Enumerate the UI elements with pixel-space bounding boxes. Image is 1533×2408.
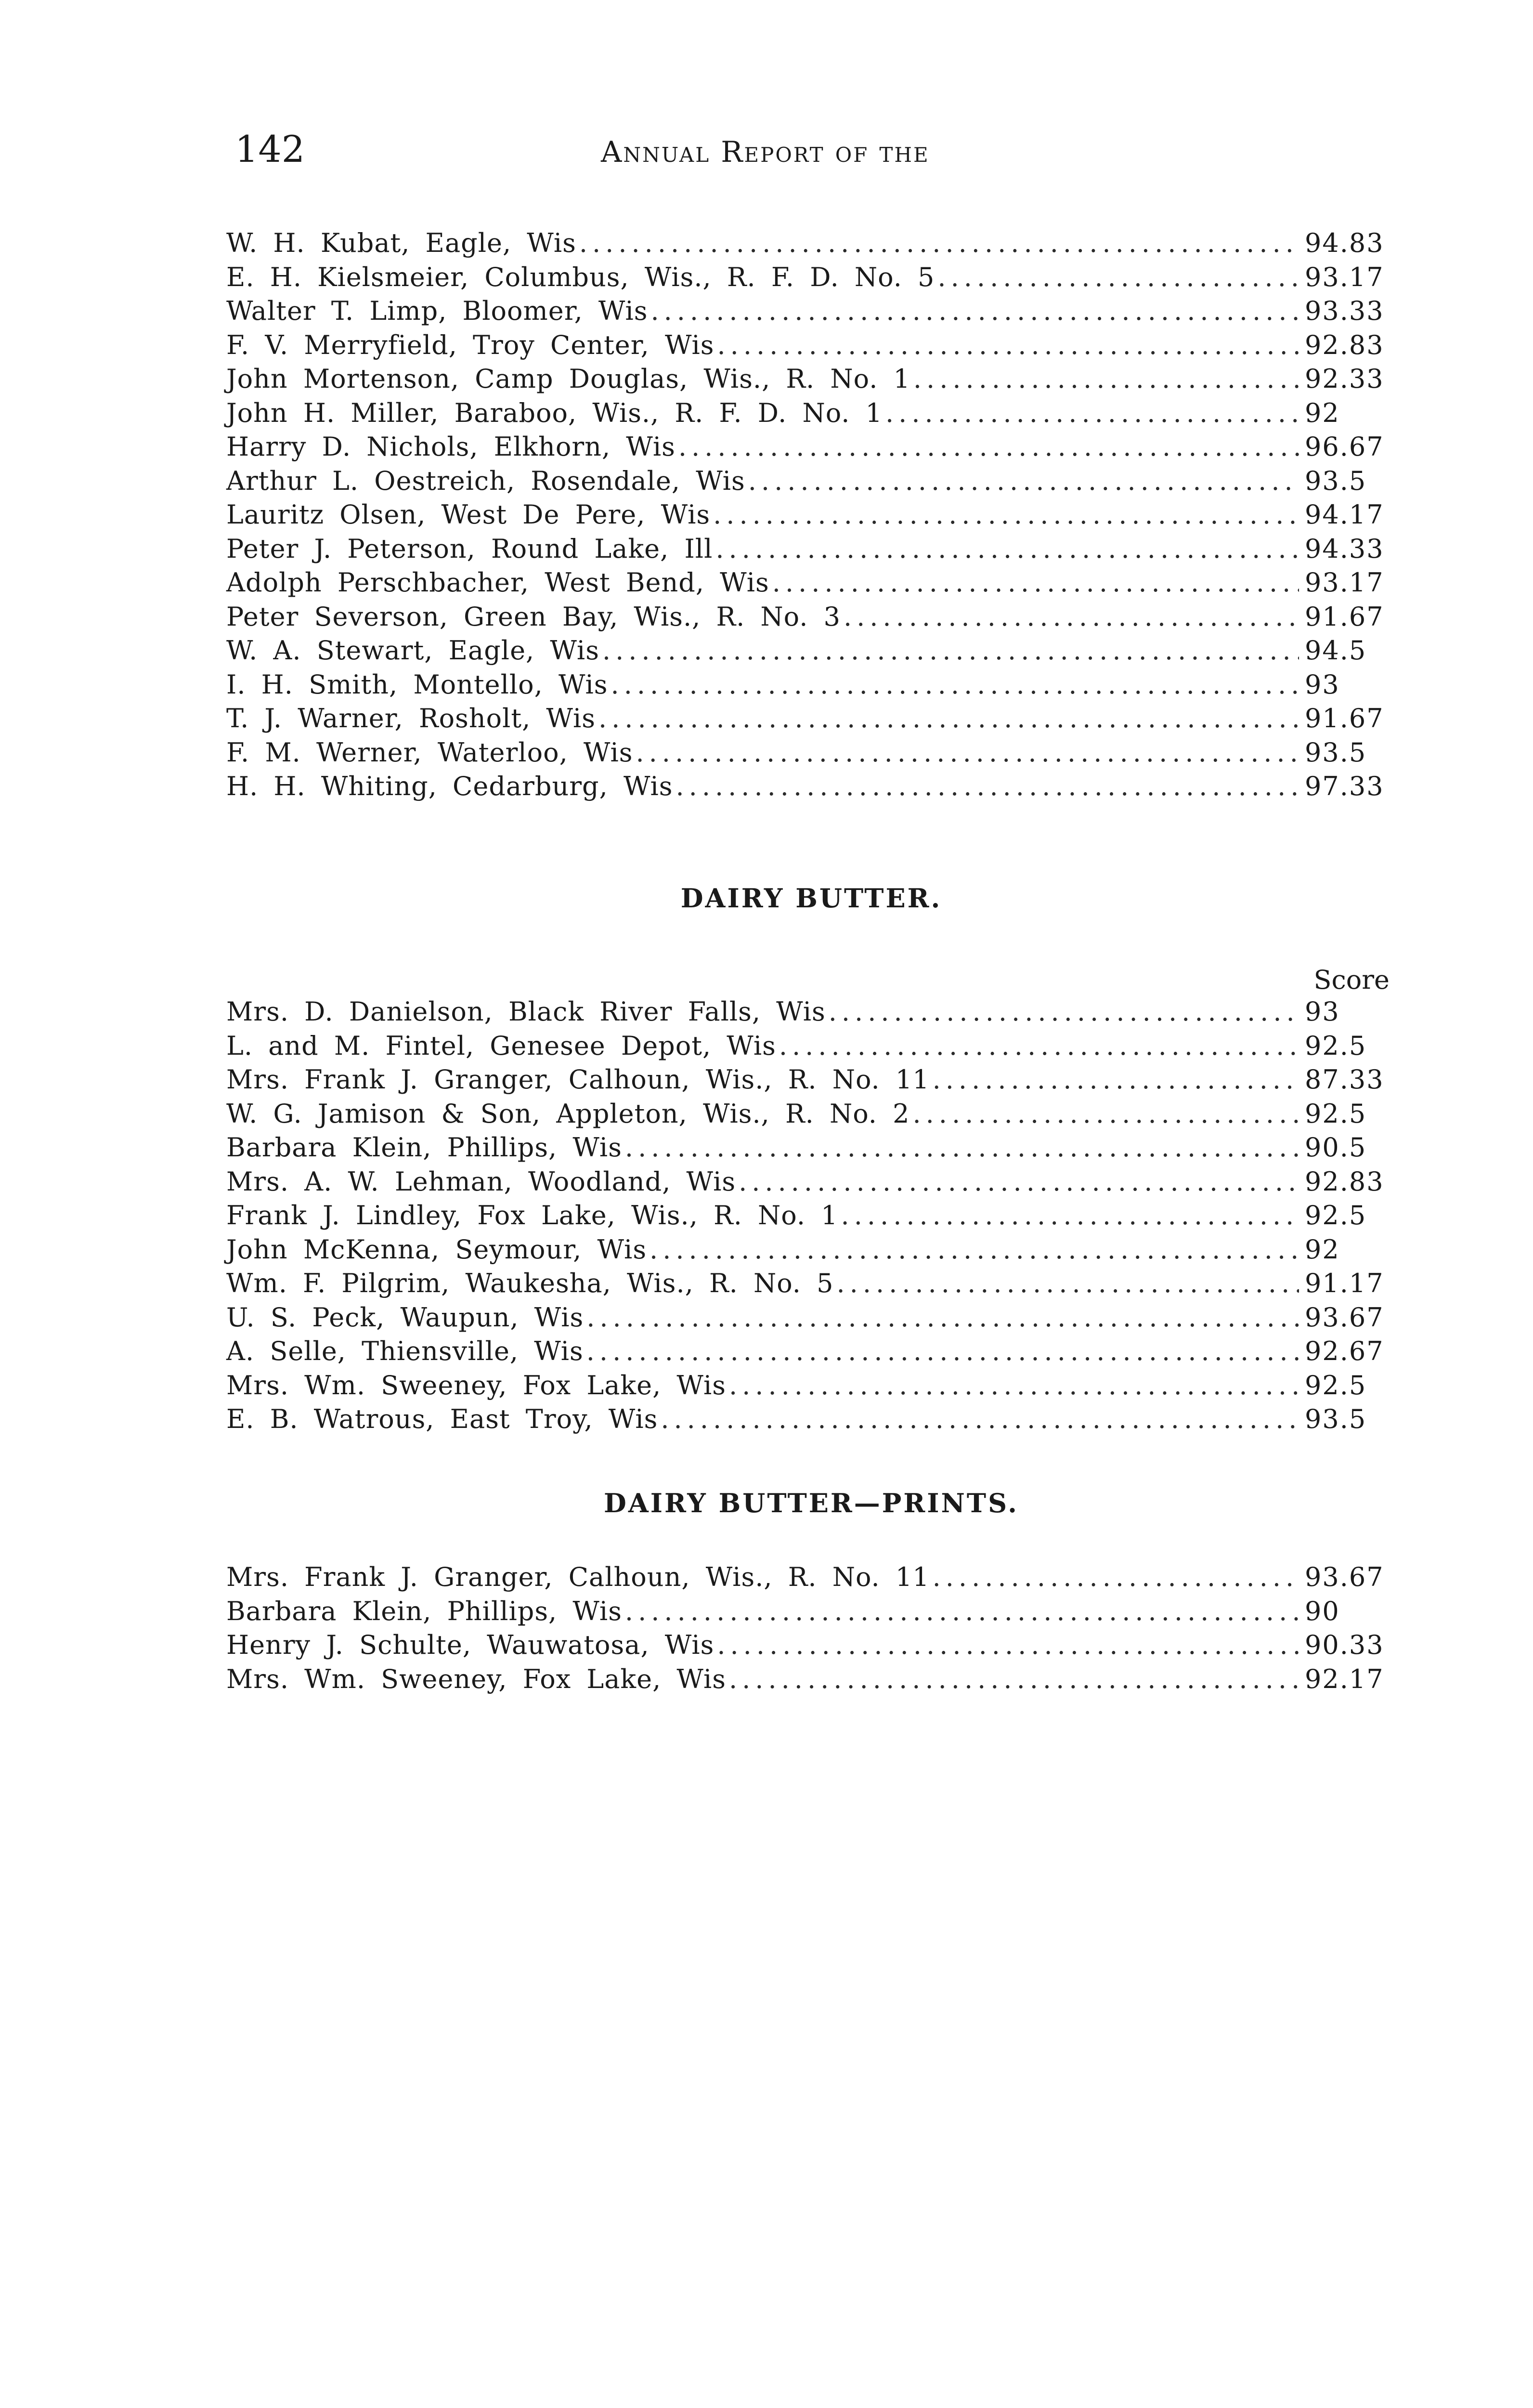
score-value: 92.83	[1305, 1166, 1384, 1197]
list-item	[226, 1063, 1396, 1097]
dot-leader	[836, 1267, 1299, 1301]
exhibitor-name: W. G. Jamison & Son, Appleton, Wis., R. No. 2	[226, 1098, 910, 1129]
list-item	[226, 1097, 1396, 1131]
running-head: Annual Report of the	[601, 135, 930, 169]
exhibitor-name: U. S. Peck, Waupun, Wis	[226, 1302, 584, 1333]
exhibitor-name: W. H. Kubat, Eagle, Wis	[226, 228, 576, 258]
list-item	[226, 328, 1396, 363]
score-value: 93.33	[1305, 296, 1384, 326]
exhibitor-name: W. A. Stewart, Eagle, Wis	[226, 635, 599, 666]
list-item	[226, 600, 1396, 634]
list-item	[226, 1595, 1396, 1629]
score-value: 92.5	[1305, 1200, 1367, 1230]
exhibitor-name: H. H. Whiting, Cedarburg, Wis	[226, 771, 673, 801]
score-value: 94.17	[1305, 499, 1384, 530]
score-value: 91.17	[1305, 1268, 1384, 1298]
list-item	[226, 1199, 1396, 1233]
dot-leader	[937, 261, 1299, 295]
list-item	[226, 1402, 1396, 1437]
dairy-butter-prints-section	[226, 1490, 1396, 1696]
exhibitor-name: E. H. Kielsmeier, Columbus, Wis., R. F. D. No. 5	[226, 262, 935, 292]
score-value: 90.33	[1305, 1630, 1384, 1660]
exhibitor-name: Lauritz Olsen, West De Pere, Wis	[226, 499, 711, 530]
list-item	[226, 1628, 1396, 1662]
exhibitor-name: Mrs. A. W. Lehman, Woodland, Wis	[226, 1166, 736, 1197]
list-item	[226, 1233, 1396, 1267]
dot-leader	[933, 1560, 1299, 1595]
dot-leader	[598, 702, 1299, 736]
score-value: 92.5	[1305, 1030, 1367, 1061]
dot-leader	[611, 668, 1299, 702]
score-value: 97.33	[1305, 771, 1384, 801]
list-item	[226, 226, 1396, 261]
list-item	[226, 362, 1396, 396]
list-item	[226, 566, 1396, 600]
section-title: DAIRY BUTTER.	[680, 883, 942, 914]
dot-leader	[912, 1097, 1299, 1131]
dot-leader	[772, 566, 1299, 600]
exhibitor-name: Mrs. Frank J. Granger, Calhoun, Wis., R. No. 11	[226, 1064, 930, 1095]
dot-leader	[844, 600, 1299, 634]
list-item	[226, 1662, 1396, 1697]
exhibitor-name: Mrs. Wm. Sweeney, Fox Lake, Wis	[226, 1370, 726, 1400]
dot-leader	[717, 1628, 1299, 1662]
list-item	[226, 634, 1396, 668]
list-item	[226, 396, 1396, 431]
score-value: 92	[1305, 397, 1340, 428]
list-item	[226, 1267, 1396, 1301]
dairy-butter-section	[226, 885, 1396, 1437]
list-item	[226, 1131, 1396, 1165]
score-value: 87.33	[1305, 1064, 1384, 1095]
list-item	[226, 1301, 1396, 1335]
exhibitor-name: Henry J. Schulte, Wauwatosa, Wis	[226, 1630, 715, 1660]
list-item	[226, 1560, 1396, 1595]
section-title: DAIRY BUTTER—PRINTS.	[604, 1488, 1019, 1518]
exhibitor-name: Mrs. Wm. Sweeney, Fox Lake, Wis	[226, 1663, 726, 1694]
dot-leader	[661, 1402, 1299, 1437]
list-item	[226, 532, 1396, 566]
score-value: 90.5	[1305, 1132, 1367, 1163]
list-item	[226, 430, 1396, 464]
score-value: 93	[1305, 996, 1340, 1027]
dot-leader	[713, 498, 1299, 532]
exhibitor-name: Peter J. Peterson, Round Lake, Ill	[226, 533, 713, 564]
score-value: 92.5	[1305, 1370, 1367, 1400]
list-item	[226, 770, 1396, 804]
dot-leader	[650, 1233, 1299, 1267]
dot-leader	[650, 294, 1299, 328]
exhibitor-name: Frank J. Lindley, Fox Lake, Wis., R. No. 1	[226, 1200, 838, 1230]
exhibitor-name: John H. Miller, Baraboo, Wis., R. F. D. No. 1	[226, 397, 883, 428]
score-value: 93.5	[1305, 1404, 1367, 1434]
list-item	[226, 668, 1396, 702]
dot-leader	[625, 1131, 1299, 1165]
score-value: 93.5	[1305, 737, 1367, 768]
score-value: 94.5	[1305, 635, 1367, 666]
score-value: 90	[1305, 1596, 1340, 1626]
score-value: 92.83	[1305, 329, 1384, 360]
exhibitor-name: F. M. Werner, Waterloo, Wis	[226, 737, 633, 768]
list-item	[226, 1165, 1396, 1199]
dot-leader	[678, 430, 1299, 464]
page-number: 142	[235, 128, 305, 170]
dot-leader	[729, 1369, 1299, 1403]
score-value: 92.5	[1305, 1098, 1367, 1129]
list-item	[226, 1335, 1396, 1369]
exhibitor-name: John Mortenson, Camp Douglas, Wis., R. No. 1	[226, 364, 910, 394]
score-value: 92	[1305, 1234, 1340, 1265]
score-value: 96.67	[1305, 432, 1384, 462]
dot-leader	[715, 532, 1299, 566]
exhibitor-name: Walter T. Limp, Bloomer, Wis	[226, 296, 648, 326]
exhibitor-name: Wm. F. Pilgrim, Waukesha, Wis., R. No. 5	[226, 1268, 834, 1298]
score-value: 93.17	[1305, 567, 1384, 598]
dot-leader	[586, 1301, 1299, 1335]
score-value: 91.67	[1305, 703, 1384, 733]
exhibitor-name: T. J. Warner, Rosholt, Wis	[226, 703, 596, 733]
score-value: 92.33	[1305, 364, 1384, 394]
dot-leader	[676, 770, 1299, 804]
dot-leader	[885, 396, 1299, 431]
list-item	[226, 294, 1396, 328]
dot-leader	[841, 1199, 1299, 1233]
dot-leader	[729, 1662, 1299, 1697]
list-item	[226, 702, 1396, 736]
dot-leader	[636, 736, 1299, 770]
exhibitor-name: L. and M. Fintel, Genesee Depot, Wis	[226, 1030, 776, 1061]
exhibitor-name: F. V. Merryfield, Troy Center, Wis	[226, 329, 715, 360]
score-value: 92.67	[1305, 1336, 1384, 1366]
list-item	[226, 464, 1396, 498]
list-item	[226, 498, 1396, 532]
exhibitor-name: Arthur L. Oestreich, Rosendale, Wis	[226, 465, 745, 496]
exhibitor-name: A. Selle, Thiensville, Wis	[226, 1336, 584, 1366]
score-column-heading: Score	[1313, 965, 1390, 995]
exhibitor-name: I. H. Smith, Montello, Wis	[226, 669, 608, 700]
dot-leader	[717, 328, 1299, 363]
exhibitor-name: Barbara Klein, Phillips, Wis	[226, 1596, 622, 1626]
dot-leader	[602, 634, 1299, 668]
score-value: 91.67	[1305, 601, 1384, 632]
score-value: 93.17	[1305, 262, 1384, 292]
list-item	[226, 261, 1396, 295]
score-value: 93	[1305, 669, 1340, 700]
dot-leader	[586, 1335, 1299, 1369]
score-value: 94.33	[1305, 533, 1384, 564]
list-item	[226, 1029, 1396, 1063]
dot-leader	[913, 362, 1299, 396]
score-value: 93.67	[1305, 1562, 1384, 1592]
exhibitor-name: John McKenna, Seymour, Wis	[226, 1234, 647, 1265]
exhibitor-name: Harry D. Nichols, Elkhorn, Wis	[226, 432, 676, 462]
exhibitor-name: Peter Severson, Green Bay, Wis., R. No. 3	[226, 601, 841, 632]
dot-leader	[933, 1063, 1299, 1097]
dot-leader	[579, 226, 1299, 261]
dot-leader	[625, 1595, 1299, 1629]
list-item	[226, 1369, 1396, 1403]
exhibitor-name: Adolph Perschbacher, West Bend, Wis	[226, 567, 769, 598]
exhibitor-name: E. B. Watrous, East Troy, Wis	[226, 1404, 658, 1434]
score-value: 92.17	[1305, 1663, 1384, 1694]
exhibitor-name: Mrs. D. Danielson, Black River Falls, Wis	[226, 996, 826, 1027]
list-item	[226, 736, 1396, 770]
score-value: 94.83	[1305, 228, 1384, 258]
dot-leader	[779, 1029, 1299, 1063]
dot-leader	[748, 464, 1299, 498]
continued-score-list	[226, 226, 1396, 804]
score-rows	[226, 1560, 1396, 1696]
score-value: 93.5	[1305, 465, 1367, 496]
exhibitor-name: Mrs. Frank J. Granger, Calhoun, Wis., R. No. 11	[226, 1562, 930, 1592]
dot-leader	[829, 995, 1299, 1029]
score-rows	[226, 226, 1396, 804]
exhibitor-name: Barbara Klein, Phillips, Wis	[226, 1132, 622, 1163]
score-value: 93.67	[1305, 1302, 1384, 1333]
list-item	[226, 995, 1396, 1029]
score-rows	[226, 995, 1396, 1437]
dot-leader	[739, 1165, 1299, 1199]
